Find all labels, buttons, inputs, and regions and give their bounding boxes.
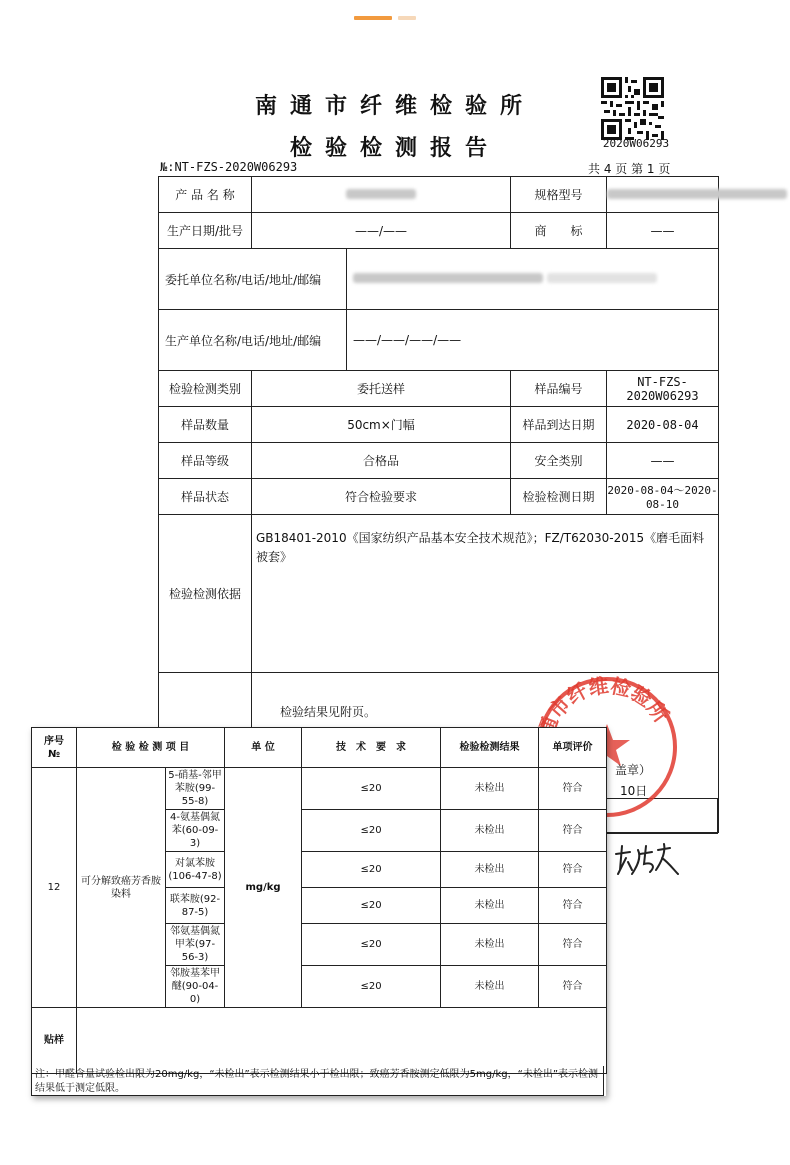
state-value: 符合检验要求: [252, 479, 511, 515]
item-name: 5-硝基-邻甲苯胺(99-55-8): [166, 768, 225, 810]
sample-no-value: NT-FZS-2020W06293: [607, 371, 719, 407]
test-date-value: 2020-08-04～2020-08-10: [607, 479, 719, 515]
result-value: 未检出: [441, 966, 539, 1008]
results-note: 注：甲醛含量试验检出限为20mg/kg，“未检出”表示检测结果小于检出限；致癌芳香胺测定低限为5mg/kg，“未检出”表示检测结果低于测定低限。: [31, 1066, 604, 1096]
result-value: 未检出: [441, 888, 539, 924]
item-name: 4-氨基偶氮苯(60-09-3): [166, 810, 225, 852]
req-value: ≤20: [302, 888, 441, 924]
req-value: ≤20: [302, 810, 441, 852]
client-label: 委托单位名称/电话/地址/邮编: [159, 249, 347, 310]
col-unit-header: 单 位: [225, 728, 302, 768]
eval-value: 符合: [539, 852, 607, 888]
row-number: 12: [32, 768, 77, 1008]
qr-code-number: 2020W06293: [602, 137, 670, 150]
spec-value: [607, 177, 719, 213]
eval-value: 符合: [539, 810, 607, 852]
results-table: [31, 727, 607, 1074]
decor-bar-orange: [354, 16, 392, 20]
eval-value: 符合: [539, 888, 607, 924]
producer-value: ——/——/——/——: [347, 310, 719, 371]
stamp-caption: 盖章）: [615, 763, 652, 777]
state-label: 样品状态: [159, 479, 252, 515]
page-info: 共 4 页 第 1 页: [588, 162, 671, 176]
item-name: 对氯苯胺(106-47-8): [166, 852, 225, 888]
report-number: №:NT-FZS-2020W06293: [160, 160, 298, 174]
sample-label: 贴样: [32, 1008, 77, 1074]
date-label: 生产日期/批号: [159, 213, 252, 249]
spec-label: 规格型号: [511, 177, 607, 213]
category-value: 委托送样: [252, 371, 511, 407]
sample-no-label: 样品编号: [511, 371, 607, 407]
req-value: ≤20: [302, 966, 441, 1008]
req-value: ≤20: [302, 768, 441, 810]
test-date-label: 检验检测日期: [511, 479, 607, 515]
col-eval-header: 单项评价: [539, 728, 607, 768]
eval-value: 符合: [539, 768, 607, 810]
basis-value: GB18401-2010《国家纺织产品基本安全技术规范》；FZ/T62030-2015《磨毛面料被套》: [252, 515, 719, 673]
item-name: 联苯胺(92-87-5): [166, 888, 225, 924]
col-result-header: 检验检测结果: [441, 728, 539, 768]
decor-bar-light: [398, 16, 416, 20]
result-value: 未检出: [441, 768, 539, 810]
req-value: ≤20: [302, 924, 441, 966]
sample-area: [77, 1008, 607, 1074]
item-name: 邻胺基苯甲醚(90-04-0): [166, 966, 225, 1008]
basis-label: 检验检测依据: [159, 515, 252, 673]
arrival-label: 样品到达日期: [511, 407, 607, 443]
req-value: ≤20: [302, 852, 441, 888]
report-title-institute: 南通市纤维检验所: [254, 93, 535, 119]
report-title-type: 检验检测报告: [289, 135, 500, 161]
arrival-value: 2020-08-04: [607, 407, 719, 443]
safety-value: ——: [607, 443, 719, 479]
conclusion-text: 检验结果见附页。: [280, 705, 377, 719]
eval-value: 符合: [539, 966, 607, 1008]
result-value: 未检出: [441, 924, 539, 966]
item-group: 可分解致癌芳香胺染料: [77, 768, 166, 1008]
safety-label: 安全类别: [511, 443, 607, 479]
brand-value: ——: [607, 213, 719, 249]
brand-label: 商 标: [511, 213, 607, 249]
product-name-label: 产 品 名 称: [159, 177, 252, 213]
unit-value: mg/kg: [225, 768, 302, 1008]
result-value: 未检出: [441, 852, 539, 888]
stamp-date-partial: 10日: [620, 784, 648, 798]
item-name: 邻氨基偶氮甲苯(97-56-3): [166, 924, 225, 966]
qty-value: 50cm×门幅: [252, 407, 511, 443]
grade-value: 合格品: [252, 443, 511, 479]
appended-results-sheet: [31, 727, 606, 1096]
col-item-header: 检 验 检 测 项 目: [77, 728, 225, 768]
producer-label: 生产单位名称/电话/地址/邮编: [159, 310, 347, 371]
category-label: 检验检测类别: [159, 371, 252, 407]
grade-label: 样品等级: [159, 443, 252, 479]
date-value: ——/——: [252, 213, 511, 249]
svg-text:南通市纤维检验所: 市纤维检验所: [543, 673, 674, 727]
col-req-header: 技 术 要 求: [302, 728, 441, 768]
col-no-header: 序号 №: [32, 728, 77, 768]
qr-code-icon: [601, 77, 664, 140]
client-value: [347, 249, 719, 310]
qty-label: 样品数量: [159, 407, 252, 443]
result-value: 未检出: [441, 810, 539, 852]
product-name-value: [252, 177, 511, 213]
handwritten-signature: [612, 840, 682, 880]
eval-value: 符合: [539, 924, 607, 966]
